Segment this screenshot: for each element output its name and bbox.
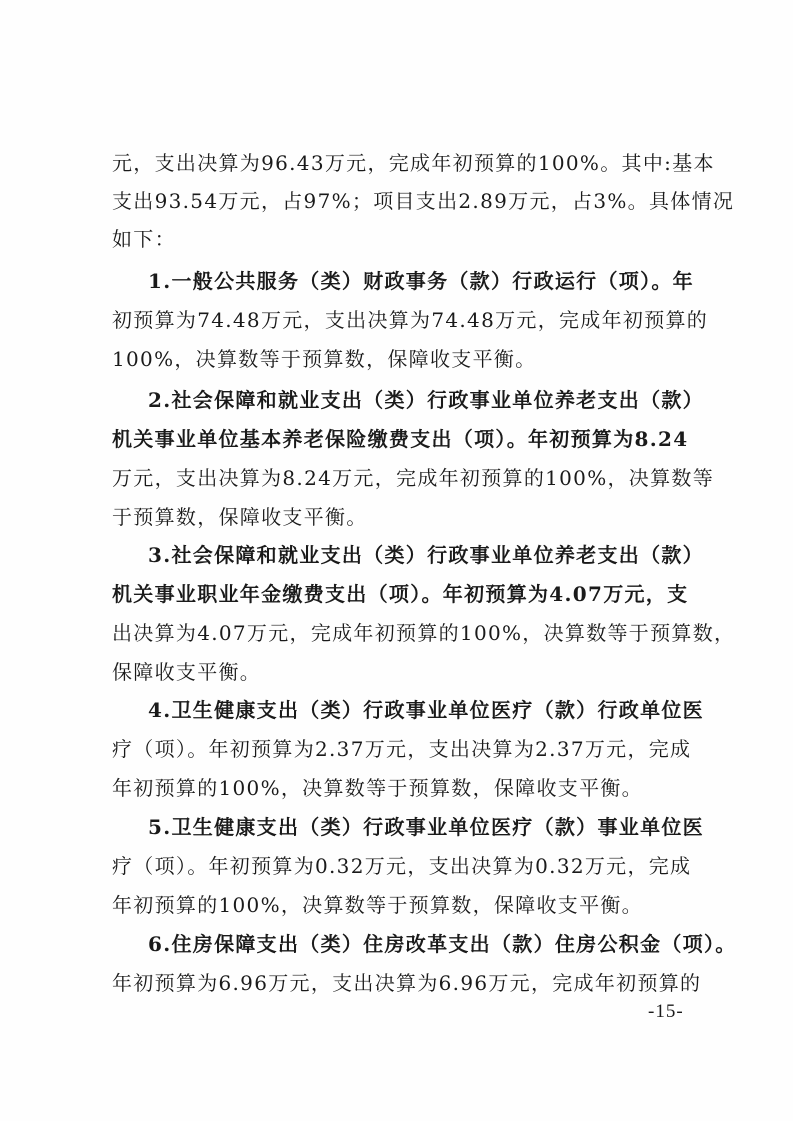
text-line: 万元，支出决算为8.24万元，完成年初预算的100%，决算数等 bbox=[112, 466, 715, 490]
item-5-heading-line: 5.卫生健康支出（类）行政事业单位医疗（款）事业单位医 bbox=[148, 815, 704, 839]
text-line: 年初预算为6.96万元，支出决算为6.96万元，完成年初预算的 bbox=[112, 971, 702, 995]
text-line: 年初预算的100%，决算数等于预算数，保障收支平衡。 bbox=[112, 776, 643, 800]
item-6-heading-line: 6.住房保障支出（类）住房改革支出（款）住房公积金（项）。 bbox=[148, 932, 737, 956]
item-2-heading-line: 2.社会保障和就业支出（类）行政事业单位养老支出（款） bbox=[148, 388, 704, 412]
text-line: 疗（项）。年初预算为2.37万元，支出决算为2.37万元，完成 bbox=[112, 737, 692, 761]
text-line: 出决算为4.07万元，完成年初预算的100%，决算数等于预算数， bbox=[112, 621, 736, 645]
text-line: 疗（项）。年初预算为0.32万元，支出决算为0.32万元，完成 bbox=[112, 854, 692, 878]
item-4-heading-line: 4.卫生健康支出（类）行政事业单位医疗（款）行政单位医 bbox=[148, 698, 704, 722]
text-line: 如下： bbox=[112, 227, 176, 251]
text-line: 年初预算的100%，决算数等于预算数，保障收支平衡。 bbox=[112, 893, 643, 917]
item-3-heading-line-cont: 机关事业职业年金缴费支出（项）。年初预算为4.07万元，支 bbox=[112, 582, 689, 606]
text-line: 于预算数，保障收支平衡。 bbox=[112, 505, 368, 529]
item-2-heading-line-cont: 机关事业单位基本养老保险缴费支出（项）。年初预算为8.24 bbox=[112, 427, 689, 451]
text-line: 支出93.54万元，占97%；项目支出2.89万元，占3%。具体情况 bbox=[112, 189, 735, 213]
text-line: 元，支出决算为96.43万元，完成年初预算的100%。其中:基本 bbox=[112, 151, 715, 175]
text-line: 初预算为74.48万元，支出决算为74.48万元，完成年初预算的 bbox=[112, 308, 709, 332]
text-line: 保障收支平衡。 bbox=[112, 660, 262, 684]
item-3-heading-line: 3.社会保障和就业支出（类）行政事业单位养老支出（款） bbox=[148, 543, 704, 567]
text-line: 100%，决算数等于预算数，保障收支平衡。 bbox=[112, 347, 537, 371]
page-number: -15- bbox=[648, 1001, 684, 1022]
item-1-heading-line: 1.一般公共服务（类）财政事务（款）行政运行（项）。年 bbox=[148, 269, 694, 293]
